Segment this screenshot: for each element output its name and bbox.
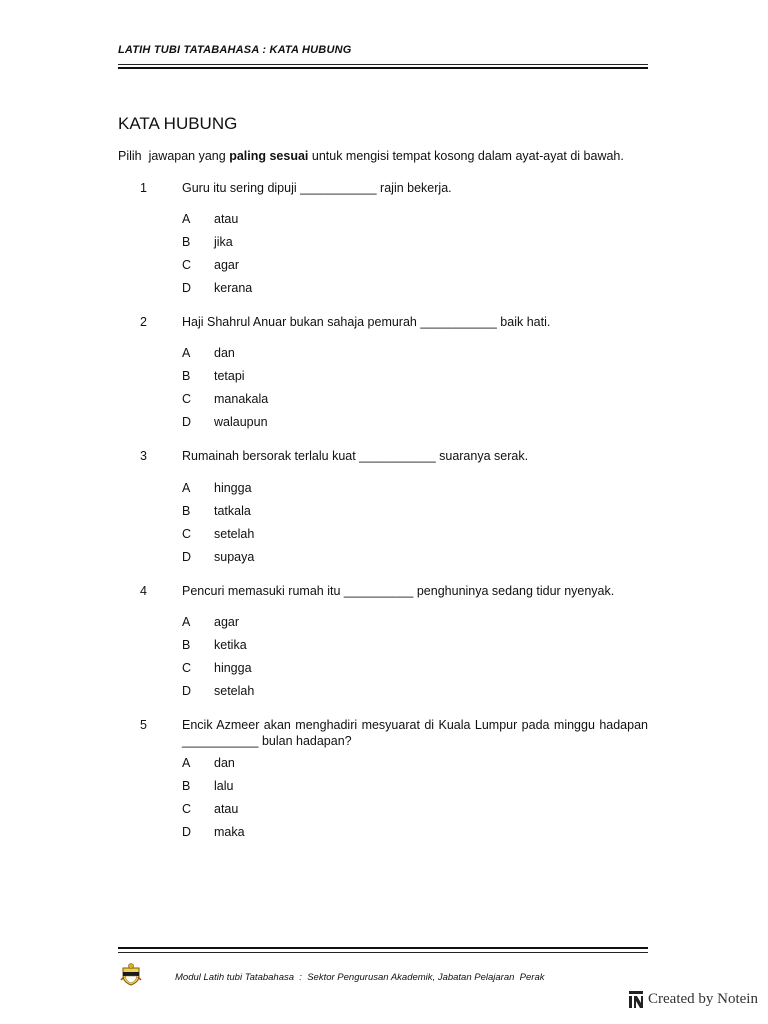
option-letter: A <box>182 756 191 770</box>
option-letter: D <box>182 281 192 295</box>
question-text: Guru itu sering dipuji ___________ rajin bekerja. <box>182 181 452 195</box>
option-letter: A <box>182 212 191 226</box>
option-letter: C <box>182 527 192 541</box>
option-text: setelah <box>214 684 255 698</box>
option-text: manakala <box>214 392 269 406</box>
question-number: 2 <box>140 315 147 329</box>
header-title: LATIH TUBI TATABAHASA : KATA HUBUNG <box>118 44 352 56</box>
option-text: lalu <box>214 779 234 793</box>
option-letter: D <box>182 825 192 839</box>
header-rule-bottom <box>118 67 648 69</box>
option-text: agar <box>214 615 240 629</box>
question-number: 4 <box>140 584 147 598</box>
option-letter: C <box>182 661 192 675</box>
option-letter: A <box>182 346 191 360</box>
option-letter: B <box>182 369 191 383</box>
option-text: supaya <box>214 550 255 564</box>
option-letter: D <box>182 550 192 564</box>
question-number: 3 <box>140 449 147 463</box>
question-text: Rumainah bersorak terlalu kuat ___________ suaranya serak. <box>182 449 529 463</box>
header-rule-top <box>118 64 648 65</box>
option-text: jika <box>214 235 233 249</box>
instruction: Pilih jawapan yang paling sesuai untuk mengisi tempat kosong dalam ayat-ayat di bawah. <box>118 149 624 163</box>
option-text: ketika <box>214 638 247 652</box>
option-text: tetapi <box>214 369 245 383</box>
option-text: maka <box>214 825 245 839</box>
section-title: KATA HUBUNG <box>118 114 238 133</box>
question-text: Pencuri memasuki rumah itu __________ penghuninya sedang tidur nyenyak. <box>182 584 615 598</box>
footer-text: Modul Latih tubi Tatabahasa : Sektor Pengurusan Akademik, Jabatan Pelajaran Perak <box>175 972 545 983</box>
option-letter: C <box>182 258 192 272</box>
option-text: kerana <box>214 281 253 295</box>
option-text: hingga <box>214 481 252 495</box>
option-text: dan <box>214 346 235 360</box>
option-text: agar <box>214 258 240 272</box>
footer-rule-bottom <box>118 952 648 953</box>
option-letter: B <box>182 638 191 652</box>
option-text: atau <box>214 212 239 226</box>
option-text: tatkala <box>214 504 251 518</box>
instruction-emphasis: paling sesuai <box>229 149 309 163</box>
option-letter: C <box>182 392 192 406</box>
question-number: 5 <box>140 718 147 732</box>
option-text: walaupun <box>214 415 268 429</box>
watermark-text: Created by Notein <box>648 991 758 1007</box>
option-letter: D <box>182 684 192 698</box>
question-number: 1 <box>140 181 147 195</box>
option-letter: A <box>182 481 191 495</box>
option-text: dan <box>214 756 235 770</box>
option-letter: A <box>182 615 191 629</box>
question-text: Haji Shahrul Anuar bukan sahaja pemurah ___________ baik hati. <box>182 315 551 329</box>
question-text: Encik Azmeer akan menghadiri mesyuarat di Kuala Lumpur pada minggu hadapan ___________ bulan hadapan? <box>182 718 648 748</box>
option-letter: B <box>182 779 191 793</box>
notein-logo-icon <box>628 991 644 1009</box>
option-text: setelah <box>214 527 255 541</box>
option-letter: D <box>182 415 192 429</box>
state-crest-icon <box>120 962 142 986</box>
option-letter: B <box>182 235 191 249</box>
option-letter: C <box>182 802 192 816</box>
option-text: hingga <box>214 661 252 675</box>
option-letter: B <box>182 504 191 518</box>
footer-rule-top <box>118 947 648 949</box>
option-text: atau <box>214 802 239 816</box>
